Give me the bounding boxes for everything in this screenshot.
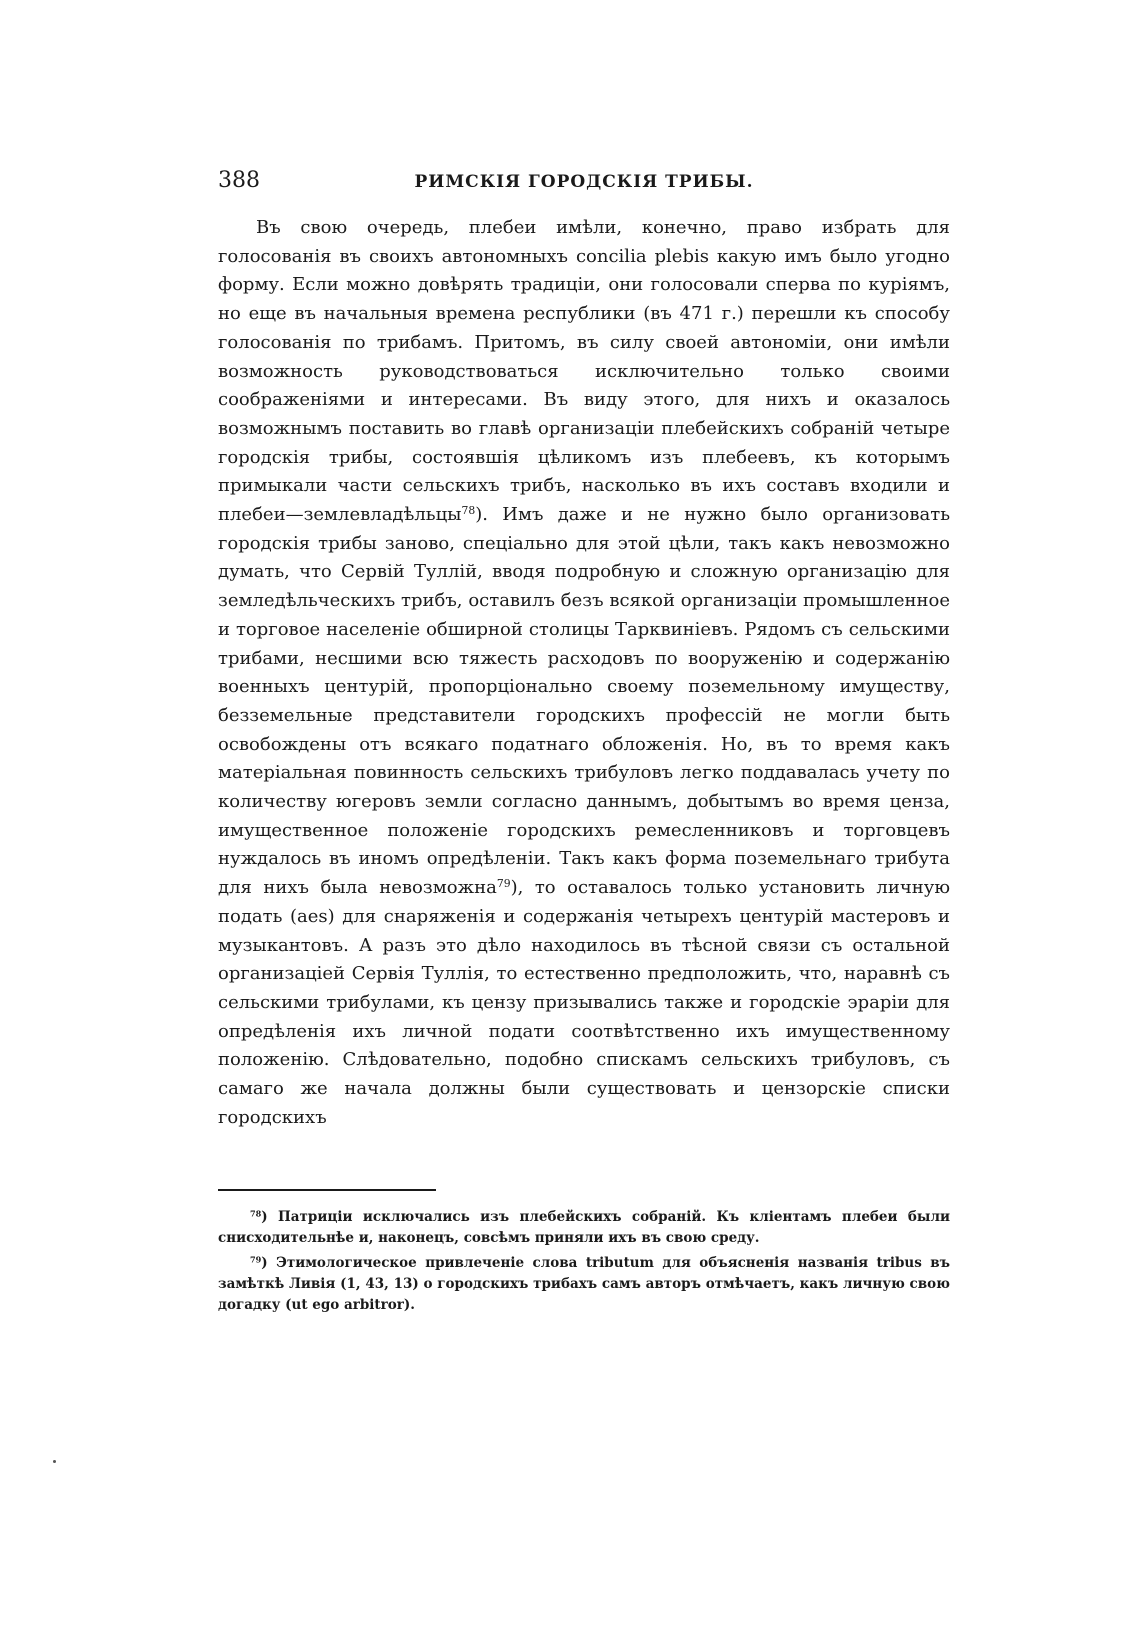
footnote-marker: 78 [250,1208,262,1219]
paragraph-text-part-3: ), то оставалось только установить личную подать (aes) для снаряженія и содержанія четырехъ центурій мастеровъ и музыкантовъ. А разъ это дѣло находилось въ тѣсной связи съ остальной организаціей Сервія Туллія, то естественно предположить, что, наравнѣ съ сельскими трибулами, къ цензу призывались также и городскіе эраріи для опредѣленія ихъ личной подати соотвѣтственно ихъ имущественному положенію. Слѣдовательно, подобно спискамъ сельскихъ трибуловъ, съ самаго же начала должны были существовать и цензорскіе списки городскихъ [218,877,950,1128]
main-paragraph [218,214,950,1133]
running-head [218,166,950,196]
footnote-text: ) Патриціи исключались изъ плебейскихъ собраній. Къ кліентамъ плебеи были снисходительнѣе и, наконецъ, совсѣмъ приняли ихъ въ свою среду. [218,1209,950,1246]
footnote-text: ) Этимологическое привлеченіе слова tributum для объясненія названія tribus въ замѣткѣ Ливія (1, 43, 13) о городскихъ трибахъ самъ авторъ отмѣчаетъ, какъ личную свою догадку (ut ego arbitror). [218,1255,950,1313]
scan-artifact-dot [53,1460,56,1463]
running-title: РИМСКІЯ ГОРОДСКІЯ ТРИБЫ. [414,172,754,192]
footnote-divider [218,1189,436,1191]
footnote-78 [218,1207,950,1249]
footnotes-section [218,1207,950,1320]
footnote-reference-79: 79 [496,877,511,891]
page-number: 388 [218,168,260,193]
footnote-reference-78: 78 [461,504,476,518]
paragraph-text-part-1: Въ свою очередь, плебеи имѣли, конечно, право избрать для голосованія въ своихъ автономныхъ concilia plebis какую имъ было угодно форму. Если можно довѣрять традиціи, они голосовали сперва по куріямъ, но еще въ начальныя времена республики (въ 471 г.) перешли къ способу голосованія по трибамъ. Притомъ, въ силу своей автономіи, они имѣли возможность руководствоваться исключительно только своими соображеніями и интересами. Въ виду этого, для нихъ и оказалось возможнымъ поставить во главѣ организаціи плебейскихъ собраній четыре городскія трибы, состоявшія цѣликомъ изъ плебеевъ, къ которымъ примыкали части сельскихъ трибъ, насколько въ ихъ составъ входили и плебеи—землевладѣльцы [218,217,950,526]
footnote-marker: 79 [250,1254,262,1265]
paragraph-text-part-2: ). Имъ даже и не нужно было организовать городскія трибы заново, спеціально для этой цѣли, такъ какъ невозможно думать, что Сервій Туллій, вводя подробную и сложную организацію для земледѣльческихъ трибъ, оставилъ безъ всякой организаціи промышленное и торговое населеніе обширной столицы Тарквиніевъ. Рядомъ съ сельскими трибами, несшими всю тяжесть расходовъ по вооруженію и содержанію военныхъ центурій, пропорціонально своему поземельному имуществу, безземельные представители городскихъ профессій не могли быть освобождены отъ всякаго податнаго обложенія. Но, въ то время какъ матеріальная повинность сельскихъ трибуловъ легко поддавалась учету по количеству югеровъ земли согласно даннымъ, добытымъ во время ценза, имущественное положеніе городскихъ ремесленниковъ и торговцевъ нуждалось въ иномъ опредѣленіи. Такъ какъ форма поземельнаго трибута для нихъ была невозможна [218,504,950,899]
footnote-79 [218,1253,950,1316]
